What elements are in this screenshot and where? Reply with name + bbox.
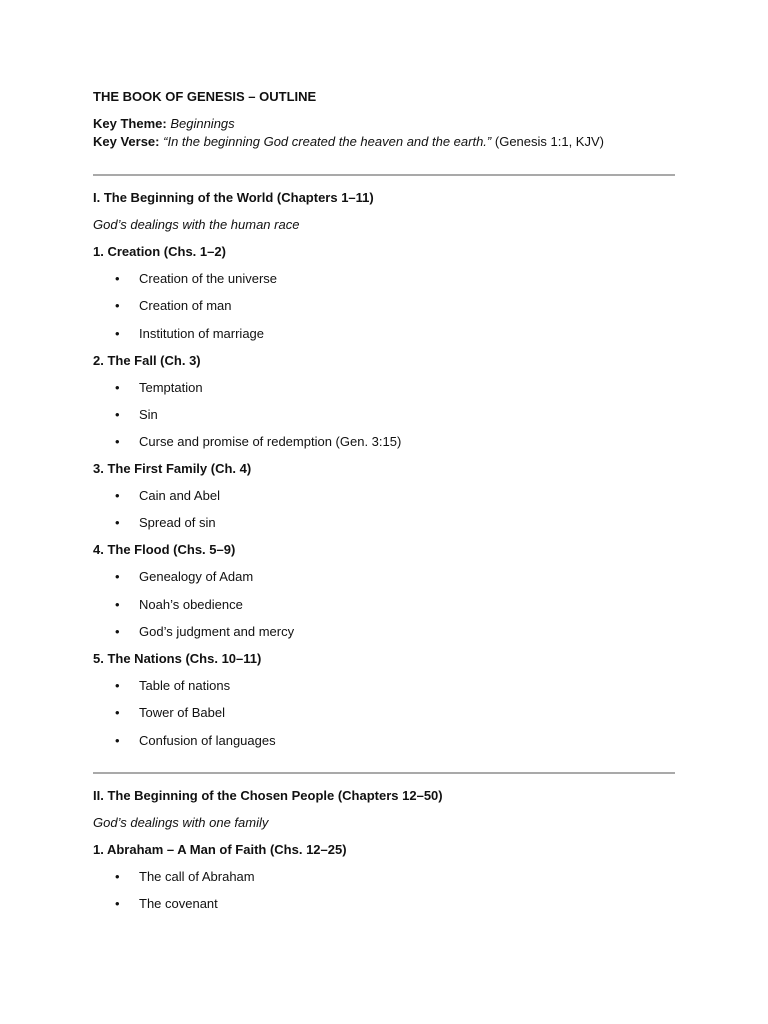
bullet-icon: • — [115, 271, 120, 286]
section-heading: 4. The Flood (Chs. 5–9) — [93, 542, 236, 558]
list-item — [93, 568, 675, 595]
bullet-icon: • — [115, 379, 120, 395]
bullet-list — [93, 868, 675, 913]
bullet-icon: • — [115, 325, 120, 341]
list-item — [93, 433, 675, 451]
section-heading: 2. The Fall (Ch. 3) — [93, 352, 201, 368]
bullet-icon: • — [115, 569, 120, 585]
bullet-list — [93, 379, 675, 452]
section-heading: 5. The Nations (Chs. 10–11) — [93, 651, 262, 667]
list-item — [93, 596, 675, 623]
bullet-icon: • — [115, 732, 120, 748]
key-verse-label: Key Verse: — [93, 134, 160, 149]
list-item — [93, 487, 675, 514]
list-item — [93, 514, 675, 532]
list-item-text: Institution of marriage — [139, 325, 265, 341]
list-item-text: The covenant — [139, 895, 218, 911]
key-theme-line — [93, 115, 675, 133]
list-item-text: Spread of sin — [139, 515, 216, 531]
key-theme-label: Key Theme: — [93, 116, 167, 131]
list-item — [93, 325, 675, 343]
list-item-text: Table of nations — [139, 678, 231, 694]
list-item — [93, 704, 675, 731]
part-title: I. The Beginning of the World (Chapters 1–11) — [93, 190, 374, 205]
list-item — [93, 623, 675, 641]
list-item — [93, 732, 675, 750]
list-item-text: Curse and promise of redemption (Gen. 3:15) — [139, 434, 402, 450]
key-verse-line — [93, 133, 675, 151]
list-item-text: Temptation — [139, 379, 203, 395]
bullet-list — [93, 677, 675, 750]
outline-parts — [93, 174, 675, 913]
key-verse-quote: “In the beginning God created the heaven and the earth.” — [163, 134, 492, 149]
list-item — [93, 379, 675, 406]
document-page — [93, 88, 675, 913]
section-heading: 1. Abraham – A Man of Faith (Chs. 12–25) — [93, 841, 347, 857]
list-item-text: Genealogy of Adam — [139, 569, 254, 585]
list-item — [93, 895, 675, 913]
list-item-text: Confusion of languages — [139, 732, 276, 748]
section-heading: 1. Creation (Chs. 1–2) — [93, 244, 226, 259]
section-heading: 3. The First Family (Ch. 4) — [93, 461, 252, 477]
bullet-icon: • — [115, 624, 120, 640]
list-item — [93, 270, 675, 297]
key-verse-reference: (Genesis 1:1, KJV) — [494, 134, 604, 149]
list-item — [93, 297, 675, 324]
bullet-icon: • — [115, 596, 120, 612]
list-item-text: God’s judgment and mercy — [139, 624, 295, 640]
list-item — [93, 677, 675, 704]
list-item — [93, 868, 675, 895]
bullet-icon: • — [115, 298, 120, 314]
list-item-text: Creation of man — [139, 298, 232, 314]
bullet-icon: • — [115, 895, 120, 911]
section-divider — [93, 174, 675, 176]
part-title: II. The Beginning of the Chosen People (Chapters 12–50) — [93, 787, 443, 803]
list-item-text: Creation of the universe — [139, 271, 278, 286]
bullet-list — [93, 270, 675, 343]
list-item — [93, 406, 675, 433]
bullet-list — [93, 487, 675, 532]
part-subtitle: God’s dealings with the human race — [93, 217, 300, 232]
section-divider — [93, 772, 675, 774]
bullet-icon: • — [115, 515, 120, 531]
list-item-text: Sin — [139, 406, 158, 422]
bullet-icon: • — [115, 406, 120, 422]
bullet-icon: • — [115, 488, 120, 504]
bullet-icon: • — [115, 868, 120, 884]
bullet-icon: • — [115, 434, 120, 450]
bullet-icon: • — [115, 705, 120, 721]
list-item-text: The call of Abraham — [139, 868, 255, 884]
document-title: THE BOOK OF GENESIS – OUTLINE — [93, 89, 317, 104]
list-item-text: Cain and Abel — [139, 488, 220, 504]
key-theme-value: Beginnings — [170, 116, 235, 131]
list-item-text: Tower of Babel — [139, 705, 225, 721]
part-subtitle: God’s dealings with one family — [93, 814, 269, 830]
bullet-list — [93, 568, 675, 641]
list-item-text: Noah’s obedience — [139, 596, 243, 612]
bullet-icon: • — [115, 678, 120, 694]
